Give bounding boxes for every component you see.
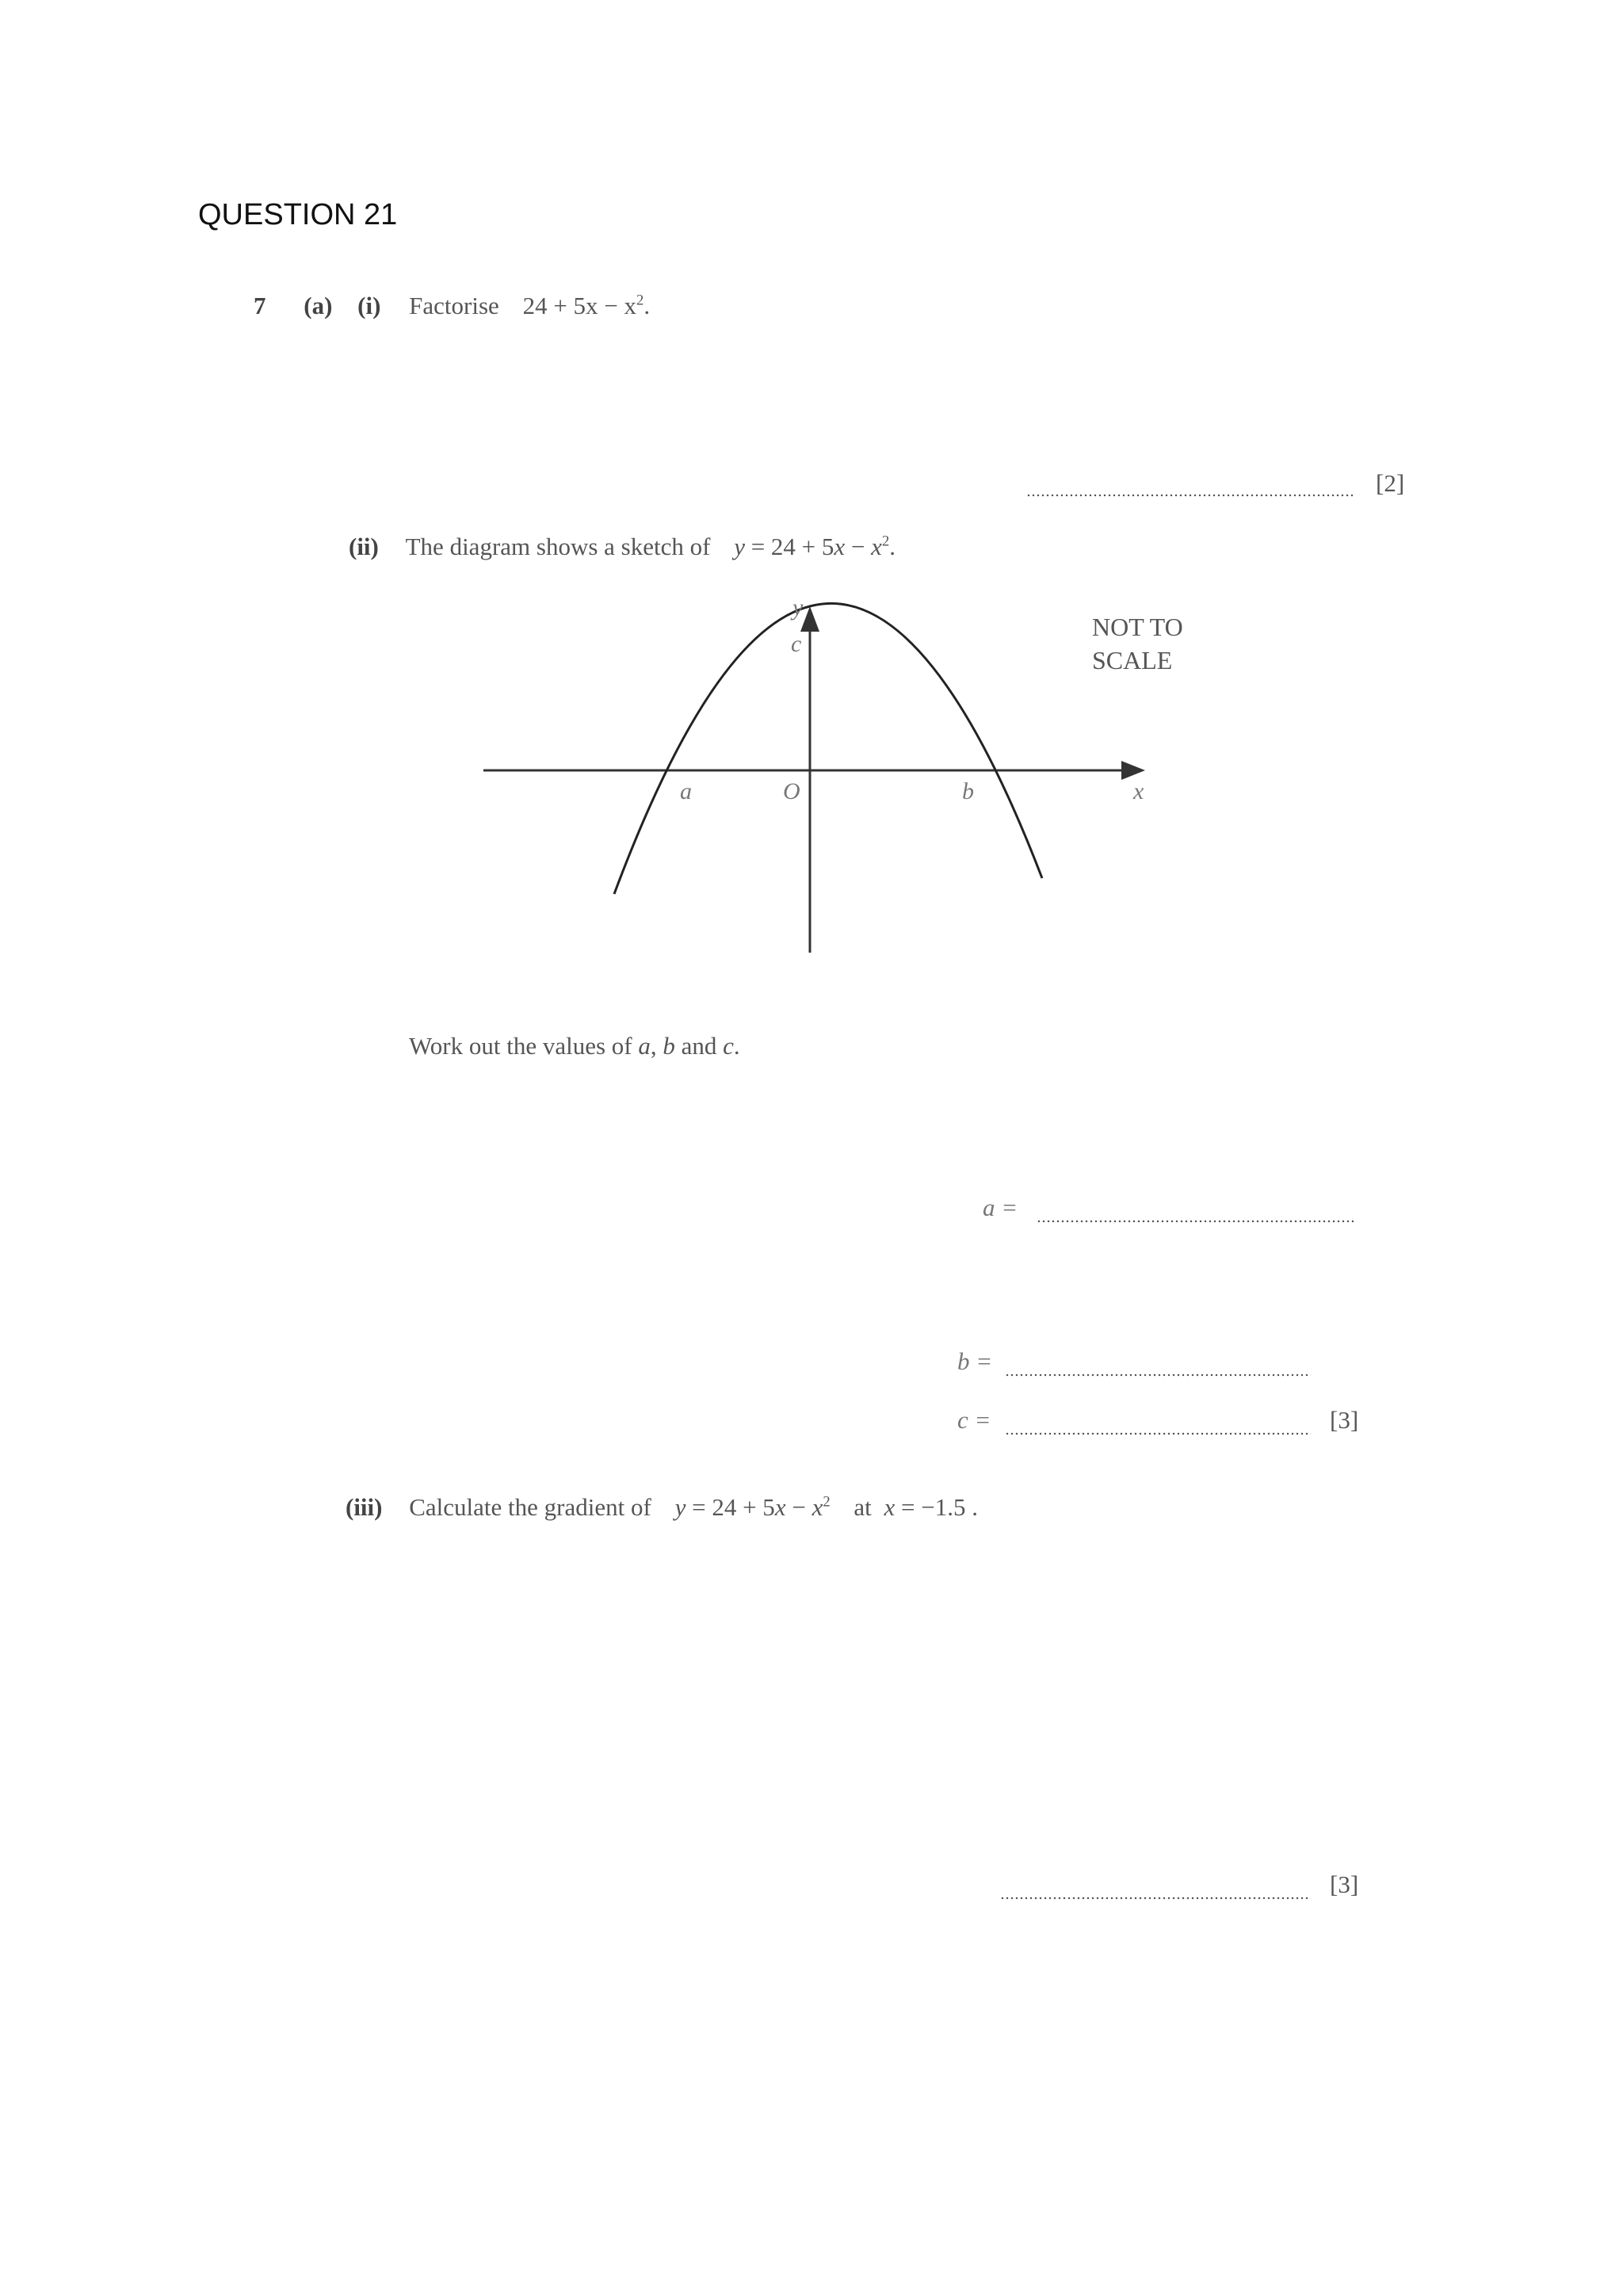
answer-dots <box>1005 1373 1311 1377</box>
y-axis-arrow <box>800 606 819 632</box>
parabola-curve <box>614 603 1042 894</box>
sub-label-iii: (iii) <box>346 1493 383 1521</box>
marks-a-ii: [3] <box>1330 1406 1359 1434</box>
answer-line-a-iii[interactable] <box>1000 1889 1311 1904</box>
instruction-line: Work out the values of a, b and c. <box>409 1032 740 1060</box>
answer-line-a[interactable] <box>1037 1213 1355 1227</box>
answer-line-a-i[interactable] <box>1026 487 1355 501</box>
question-heading: QUESTION 21 <box>198 198 398 231</box>
marks-a-iii: [3] <box>1330 1870 1359 1898</box>
label-o: O <box>783 778 800 804</box>
gradient-text: Calculate the gradient of <box>409 1493 651 1521</box>
answer-line-b[interactable] <box>1005 1366 1311 1381</box>
label-c: c <box>791 631 802 657</box>
label-a: a <box>680 778 692 804</box>
answer-dots <box>1026 494 1355 497</box>
question-number: 7 <box>254 292 266 319</box>
label-x: x <box>1133 778 1144 804</box>
sub-label-ii: (ii) <box>349 533 379 560</box>
part-a-i-line <box>254 292 650 320</box>
x-axis-arrow <box>1121 761 1145 780</box>
note-line-2: SCALE <box>1092 646 1173 674</box>
answer-dots <box>1037 1220 1355 1223</box>
answer-b-label: b = <box>957 1347 993 1375</box>
gradient-condition: x = −1.5 <box>884 1493 966 1521</box>
answer-dots <box>1000 1897 1311 1900</box>
parabola-diagram <box>468 586 1197 967</box>
sub-label-i: (i) <box>357 292 381 319</box>
label-y: y <box>792 594 804 621</box>
diagram-equation: $y = 24 + 5x - x^2$. <box>734 533 896 560</box>
gradient-equation: $y = 24 + 5x - x^2$ <box>674 1493 831 1521</box>
label-b: b <box>962 778 974 804</box>
answer-dots <box>1005 1432 1311 1435</box>
answer-line-c[interactable] <box>1005 1425 1311 1439</box>
note-line-1: NOT TO <box>1092 613 1183 641</box>
diagram-intro-text: The diagram shows a sketch of <box>405 533 711 560</box>
answer-c-label: c = <box>957 1406 991 1434</box>
part-a-iii-line: (iii) Calculate the gradient of $y = 24 + 5x - x^2$ at x = −1.5 . <box>346 1493 978 1521</box>
factorise-text: Factorise <box>409 292 499 319</box>
marks-a-i: [2] <box>1376 469 1405 497</box>
factorise-expression: $24 + 5x - x^2$. <box>522 292 651 319</box>
answer-a-label: a = <box>983 1194 1018 1221</box>
at-word: at <box>854 1493 872 1521</box>
part-label: (a) <box>304 292 333 319</box>
part-a-ii-line <box>349 533 896 561</box>
